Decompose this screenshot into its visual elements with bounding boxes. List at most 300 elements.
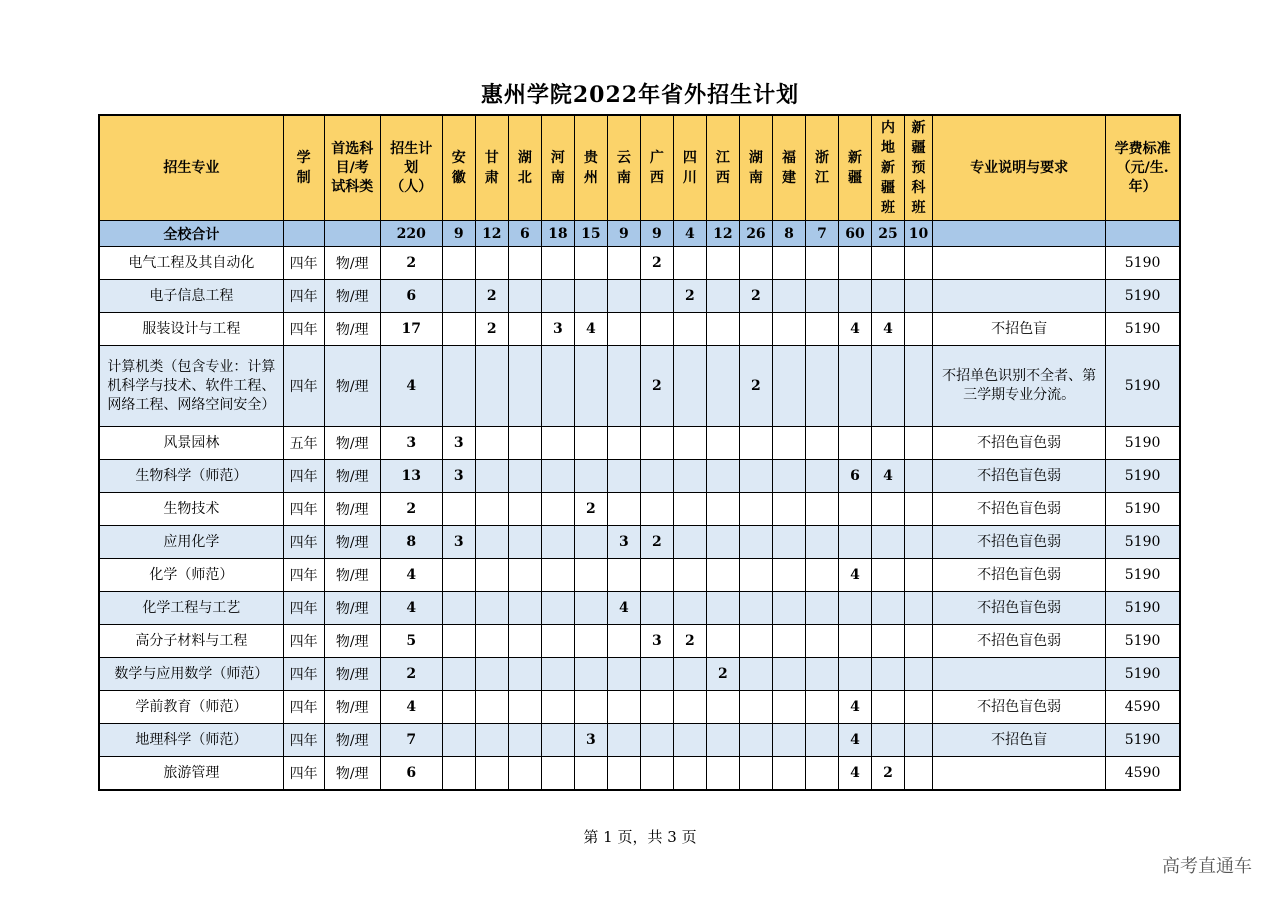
note-cell: 不招色盲 (933, 724, 1106, 757)
province-cell: 6 (838, 460, 871, 493)
province-cell (871, 526, 904, 559)
province-cell (706, 757, 739, 791)
note-cell: 不招色盲色弱 (933, 460, 1106, 493)
fee-cell: 5190 (1106, 559, 1180, 592)
province-cell (574, 346, 607, 427)
total-province: 6 (508, 221, 541, 247)
province-cell: 2 (739, 280, 772, 313)
fee-cell: 5190 (1106, 526, 1180, 559)
duration-cell: 四年 (283, 346, 324, 427)
province-cell (905, 460, 933, 493)
total-subject (324, 221, 380, 247)
province-cell (607, 247, 640, 280)
province-cell (706, 247, 739, 280)
province-cell (475, 658, 508, 691)
province-cell (739, 247, 772, 280)
note-cell: 不招色盲色弱 (933, 526, 1106, 559)
province-cell (739, 460, 772, 493)
note-cell (933, 658, 1106, 691)
duration-cell: 四年 (283, 658, 324, 691)
duration-cell: 四年 (283, 526, 324, 559)
total-province: 60 (838, 221, 871, 247)
province-cell (607, 280, 640, 313)
province-cell (475, 724, 508, 757)
province-cell (805, 526, 838, 559)
plan-cell: 3 (380, 427, 442, 460)
province-cell (871, 346, 904, 427)
province-cell (706, 691, 739, 724)
province-cell (442, 592, 475, 625)
duration-cell: 四年 (283, 493, 324, 526)
duration-cell: 四年 (283, 559, 324, 592)
province-cell (673, 757, 706, 791)
province-cell: 2 (673, 625, 706, 658)
header-province: 浙江 (805, 115, 838, 221)
province-cell (706, 493, 739, 526)
major-cell: 化学工程与工艺 (99, 592, 283, 625)
province-cell (772, 691, 805, 724)
province-cell (905, 313, 933, 346)
duration-cell: 四年 (283, 724, 324, 757)
province-cell (508, 724, 541, 757)
header-province: 湖南 (739, 115, 772, 221)
table-row (99, 460, 1180, 493)
table-header-row (99, 115, 1180, 221)
province-cell (640, 592, 673, 625)
province-cell (442, 280, 475, 313)
province-cell: 4 (838, 313, 871, 346)
header-subject: 首选科目/考试科类 (324, 115, 380, 221)
province-cell (739, 559, 772, 592)
total-province: 8 (772, 221, 805, 247)
province-cell (706, 460, 739, 493)
province-cell (838, 247, 871, 280)
total-fee (1106, 221, 1180, 247)
total-province: 4 (673, 221, 706, 247)
province-cell: 3 (442, 526, 475, 559)
province-cell (475, 757, 508, 791)
header-note: 专业说明与要求 (933, 115, 1106, 221)
province-cell (508, 346, 541, 427)
province-cell (805, 724, 838, 757)
province-cell (739, 427, 772, 460)
province-cell (838, 592, 871, 625)
province-cell (905, 592, 933, 625)
plan-cell: 17 (380, 313, 442, 346)
province-cell (838, 280, 871, 313)
plan-cell: 4 (380, 346, 442, 427)
province-cell (805, 346, 838, 427)
subject-cell: 物/理 (324, 346, 380, 427)
province-cell (574, 526, 607, 559)
table-row (99, 346, 1180, 427)
province-cell (871, 625, 904, 658)
duration-cell: 四年 (283, 757, 324, 791)
table-row (99, 658, 1180, 691)
header-province: 新疆预科班 (905, 115, 933, 221)
province-cell (871, 658, 904, 691)
subject-cell: 物/理 (324, 658, 380, 691)
note-cell: 不招色盲色弱 (933, 625, 1106, 658)
table-row (99, 313, 1180, 346)
province-cell (541, 460, 574, 493)
province-cell (574, 691, 607, 724)
province-cell (541, 280, 574, 313)
header-fee: 学费标准（元/生.年） (1106, 115, 1180, 221)
province-cell (871, 724, 904, 757)
province-cell (442, 493, 475, 526)
fee-cell: 5190 (1106, 493, 1180, 526)
province-cell (673, 724, 706, 757)
province-cell (805, 493, 838, 526)
province-cell (772, 346, 805, 427)
major-cell: 应用化学 (99, 526, 283, 559)
province-cell (805, 757, 838, 791)
major-cell: 生物技术 (99, 493, 283, 526)
province-cell (442, 559, 475, 592)
fee-cell: 4590 (1106, 757, 1180, 791)
province-cell (541, 658, 574, 691)
document-title: 惠州学院2022年省外招生计划 (480, 82, 800, 108)
province-cell (640, 724, 673, 757)
header-province: 内地新疆班 (871, 115, 904, 221)
note-cell: 不招单色识别不全者、第三学期专业分流。 (933, 346, 1106, 427)
province-cell (607, 757, 640, 791)
note-cell (933, 280, 1106, 313)
province-cell (706, 427, 739, 460)
fee-cell: 4590 (1106, 691, 1180, 724)
table-row (99, 247, 1180, 280)
subject-cell: 物/理 (324, 460, 380, 493)
province-cell (508, 592, 541, 625)
province-cell (673, 526, 706, 559)
note-cell: 不招色盲色弱 (933, 559, 1106, 592)
province-cell (475, 691, 508, 724)
table-row (99, 493, 1180, 526)
plan-cell: 2 (380, 658, 442, 691)
province-cell: 3 (541, 313, 574, 346)
province-cell (640, 757, 673, 791)
province-cell (871, 559, 904, 592)
province-cell (475, 625, 508, 658)
province-cell (772, 757, 805, 791)
fee-cell: 5190 (1106, 625, 1180, 658)
province-cell (805, 625, 838, 658)
province-cell (772, 493, 805, 526)
total-province: 9 (607, 221, 640, 247)
duration-cell: 四年 (283, 460, 324, 493)
fee-cell: 5190 (1106, 313, 1180, 346)
province-cell (607, 724, 640, 757)
header-province: 云南 (607, 115, 640, 221)
plan-cell: 2 (380, 247, 442, 280)
subject-cell: 物/理 (324, 625, 380, 658)
province-cell (475, 493, 508, 526)
fee-cell: 5190 (1106, 724, 1180, 757)
province-cell (640, 691, 673, 724)
province-cell (772, 658, 805, 691)
province-cell (838, 658, 871, 691)
header-province: 江西 (706, 115, 739, 221)
subject-cell: 物/理 (324, 757, 380, 791)
header-province: 福建 (772, 115, 805, 221)
province-cell: 3 (442, 460, 475, 493)
table-row (99, 280, 1180, 313)
province-cell (673, 559, 706, 592)
province-cell (706, 313, 739, 346)
subject-cell: 物/理 (324, 427, 380, 460)
major-cell: 数学与应用数学（师范） (99, 658, 283, 691)
province-cell (905, 526, 933, 559)
duration-cell: 五年 (283, 427, 324, 460)
province-cell (574, 592, 607, 625)
plan-cell: 8 (380, 526, 442, 559)
province-cell (508, 280, 541, 313)
province-cell (475, 559, 508, 592)
note-cell: 不招色盲色弱 (933, 592, 1106, 625)
note-cell: 不招色盲 (933, 313, 1106, 346)
total-province: 12 (706, 221, 739, 247)
subject-cell: 物/理 (324, 559, 380, 592)
table-row (99, 625, 1180, 658)
duration-cell: 四年 (283, 313, 324, 346)
province-cell (607, 625, 640, 658)
province-cell (574, 625, 607, 658)
province-cell (607, 658, 640, 691)
province-cell (574, 559, 607, 592)
header-province: 新疆 (838, 115, 871, 221)
province-cell (442, 625, 475, 658)
table-row (99, 427, 1180, 460)
total-row (99, 221, 1180, 247)
major-cell: 电子信息工程 (99, 280, 283, 313)
province-cell (805, 592, 838, 625)
province-cell (475, 427, 508, 460)
total-duration (283, 221, 324, 247)
total-province: 7 (805, 221, 838, 247)
province-cell (772, 559, 805, 592)
province-cell (805, 658, 838, 691)
header-province: 甘肃 (475, 115, 508, 221)
province-cell: 4 (838, 559, 871, 592)
province-cell (640, 559, 673, 592)
province-cell (541, 427, 574, 460)
province-cell (905, 280, 933, 313)
plan-cell: 6 (380, 757, 442, 791)
province-cell (673, 346, 706, 427)
province-cell (574, 757, 607, 791)
province-cell: 2 (640, 247, 673, 280)
province-cell (541, 247, 574, 280)
province-cell (772, 313, 805, 346)
province-cell (805, 460, 838, 493)
note-cell: 不招色盲色弱 (933, 427, 1106, 460)
total-province: 9 (442, 221, 475, 247)
major-cell: 计算机类（包含专业：计算机科学与技术、软件工程、网络工程、网络空间安全） (99, 346, 283, 427)
province-cell (442, 346, 475, 427)
major-cell: 地理科学（师范） (99, 724, 283, 757)
subject-cell: 物/理 (324, 247, 380, 280)
province-cell: 2 (673, 280, 706, 313)
province-cell (541, 757, 574, 791)
province-cell (805, 559, 838, 592)
province-cell (739, 592, 772, 625)
total-note (933, 221, 1106, 247)
province-cell: 2 (475, 313, 508, 346)
province-cell (607, 460, 640, 493)
province-cell (607, 559, 640, 592)
watermark: 高考直通车 (1162, 856, 1252, 877)
province-cell: 3 (442, 427, 475, 460)
note-cell: 不招色盲色弱 (933, 493, 1106, 526)
plan-cell: 4 (380, 559, 442, 592)
province-cell (905, 658, 933, 691)
province-cell (574, 427, 607, 460)
province-cell (772, 247, 805, 280)
province-cell (508, 427, 541, 460)
province-cell (805, 313, 838, 346)
province-cell (905, 625, 933, 658)
province-cell (640, 280, 673, 313)
province-cell (442, 313, 475, 346)
fee-cell: 5190 (1106, 460, 1180, 493)
province-cell (905, 757, 933, 791)
province-cell (905, 493, 933, 526)
total-province: 26 (739, 221, 772, 247)
plan-cell: 4 (380, 592, 442, 625)
fee-cell: 5190 (1106, 280, 1180, 313)
province-cell (475, 526, 508, 559)
province-cell: 3 (574, 724, 607, 757)
note-cell (933, 247, 1106, 280)
subject-cell: 物/理 (324, 493, 380, 526)
header-province: 贵州 (574, 115, 607, 221)
province-cell (541, 625, 574, 658)
province-cell: 4 (871, 313, 904, 346)
total-plan: 220 (380, 221, 442, 247)
province-cell (673, 313, 706, 346)
province-cell (706, 559, 739, 592)
province-cell: 2 (706, 658, 739, 691)
province-cell: 2 (640, 526, 673, 559)
note-cell (933, 757, 1106, 791)
province-cell (508, 313, 541, 346)
total-province: 12 (475, 221, 508, 247)
major-cell: 旅游管理 (99, 757, 283, 791)
province-cell (905, 691, 933, 724)
province-cell (772, 592, 805, 625)
table-row (99, 559, 1180, 592)
header-province: 河南 (541, 115, 574, 221)
province-cell (772, 625, 805, 658)
header-duration: 学制 (283, 115, 324, 221)
province-cell (640, 658, 673, 691)
province-cell (508, 247, 541, 280)
subject-cell: 物/理 (324, 313, 380, 346)
province-cell (541, 592, 574, 625)
province-cell (805, 280, 838, 313)
province-cell (673, 427, 706, 460)
province-cell (673, 691, 706, 724)
province-cell (871, 427, 904, 460)
subject-cell: 物/理 (324, 724, 380, 757)
province-cell (905, 427, 933, 460)
province-cell (739, 691, 772, 724)
province-cell: 4 (838, 757, 871, 791)
province-cell (905, 346, 933, 427)
province-cell (673, 460, 706, 493)
duration-cell: 四年 (283, 625, 324, 658)
table-row (99, 526, 1180, 559)
province-cell (607, 313, 640, 346)
province-cell (905, 247, 933, 280)
province-cell: 3 (640, 625, 673, 658)
major-cell: 化学（师范） (99, 559, 283, 592)
total-province: 25 (871, 221, 904, 247)
province-cell (905, 724, 933, 757)
header-province: 广西 (640, 115, 673, 221)
province-cell (475, 346, 508, 427)
province-cell: 2 (871, 757, 904, 791)
province-cell (739, 757, 772, 791)
province-cell (838, 625, 871, 658)
major-cell: 学前教育（师范） (99, 691, 283, 724)
fee-cell: 5190 (1106, 658, 1180, 691)
major-cell: 生物科学（师范） (99, 460, 283, 493)
enrollment-plan-table (98, 114, 1181, 791)
province-cell (706, 724, 739, 757)
province-cell (838, 526, 871, 559)
fee-cell: 5190 (1106, 592, 1180, 625)
province-cell (508, 460, 541, 493)
province-cell (508, 625, 541, 658)
province-cell (772, 280, 805, 313)
province-cell (706, 346, 739, 427)
total-province: 15 (574, 221, 607, 247)
province-cell (475, 247, 508, 280)
province-cell (673, 658, 706, 691)
province-cell (508, 757, 541, 791)
province-cell (442, 658, 475, 691)
province-cell (739, 625, 772, 658)
table-row (99, 592, 1180, 625)
header-province: 安徽 (442, 115, 475, 221)
header-plan: 招生计划（人） (380, 115, 442, 221)
province-cell (805, 427, 838, 460)
table-body (99, 221, 1180, 791)
province-cell (607, 427, 640, 460)
province-cell (442, 691, 475, 724)
province-cell (905, 559, 933, 592)
plan-cell: 5 (380, 625, 442, 658)
province-cell (673, 247, 706, 280)
total-province: 18 (541, 221, 574, 247)
province-cell (640, 460, 673, 493)
province-cell (772, 724, 805, 757)
province-cell: 4 (574, 313, 607, 346)
header-major: 招生专业 (99, 115, 283, 221)
province-cell (871, 247, 904, 280)
province-cell (706, 592, 739, 625)
province-cell: 3 (607, 526, 640, 559)
province-cell (871, 592, 904, 625)
province-cell (673, 592, 706, 625)
province-cell (574, 247, 607, 280)
fee-cell: 5190 (1106, 247, 1180, 280)
province-cell: 4 (838, 724, 871, 757)
province-cell: 4 (871, 460, 904, 493)
page-number: 第 1 页，共 3 页 (583, 828, 697, 846)
